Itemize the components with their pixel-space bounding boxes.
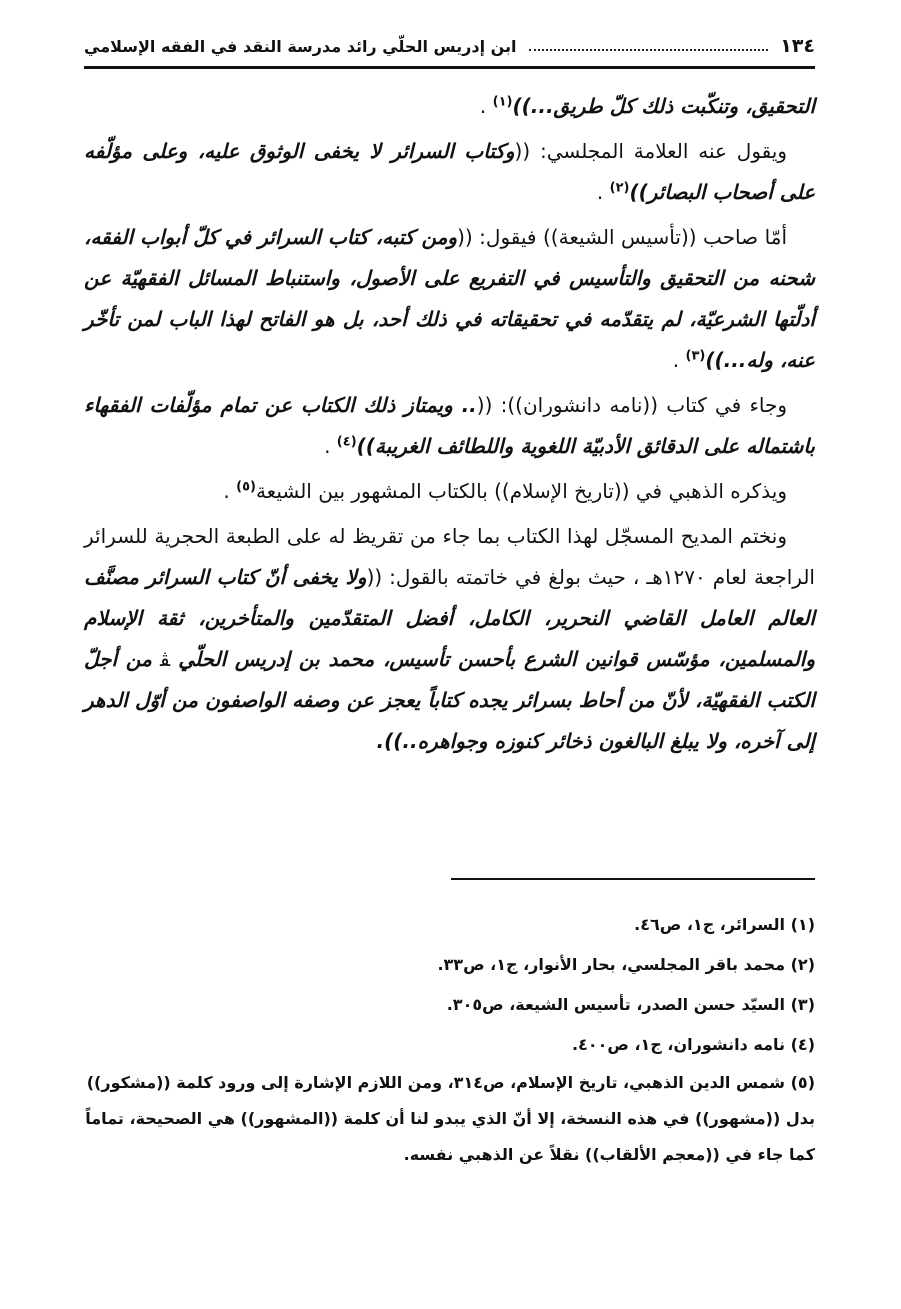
paragraph-1 [84, 86, 815, 127]
period: . [479, 94, 487, 118]
quote: ولا يخفى أنّ كتاب السرائر مصنَّف العالم العامل القاضي النحرير، الكامل، أفضل المتقدّمين والمتأخرين، ثقة الإسلام والمسلمين، مؤسّس قوانين الشرع بأحسن تأسيس، محمد بن إدريس الحلّي [84, 565, 816, 671]
footnote-separator [451, 878, 815, 880]
quote: .. ويمتاز ذلك الكتاب عن تمام مؤلّفات الفقهاء باشتماله على الدقائق الأدبيّة اللغوية واللطائف الغريبة)) [84, 393, 815, 458]
quote-continued: من أجلّ الكتب الفقهيّة، لأنّ من أحاط بسرائر يجده كتاباً يعجز عن وصفه الواصفون من أوّل الدهر إلى آخره، ولا يبلغ البالغون ذخائر كنوزه وجواهره..)). [84, 647, 815, 753]
quote: ومن كتبه، كتاب السرائر في كلّ أبواب الفقه، شحنه من التحقيق والتأسيس في التفريع على الأصول، واستنباط المسائل الفقهيّة عن أدلّتها الشرعيّة، لم يتقدّمه في تحقيقاته في ذلك أحد، بل هو الفاتح لهذا الباب لمن تأخّر عنه، وله...)) [84, 225, 815, 372]
honorific-glyph: ﭭ [159, 647, 171, 671]
footnote-4: (٤) نامه دانشوران، ج١، ص٤٠٠. [571, 1035, 815, 1054]
footnote-5: (٥) شمس الدين الذهبي، تاريخ الإسلام، ص٣١٤، ومن اللازم الإشارة إلى ورود كلمة ((مشكور)) بدل ((مشهور)) في هذه النسخة، إلا أنّ الذي يبدو لنا أن كلمة ((المشهور)) هي الصحيحة، تماماً كما جاء في ((معجم الألقاب)) نقلاً عن الذهبي نفسه. [85, 1073, 815, 1164]
footnote-ref-3: (٣) [685, 348, 706, 364]
intro-text: وجاء في كتاب ((نامه دانشوران)): (( [476, 393, 787, 417]
footnote-2: (٢) محمد باقر المجلسي، بحار الأنوار، ج١، ص٣٣. [437, 955, 815, 974]
footnote-ref-2: (٢) [609, 180, 630, 196]
running-header [84, 28, 815, 64]
quote: التحقيق، وتنكّبت ذلك كلّ طريق...)) [512, 94, 815, 118]
intro-text: أمّا صاحب ((تأسيس الشيعة)) فيقول: (( [457, 225, 787, 249]
header-dot-leader [529, 41, 769, 51]
period: . [596, 180, 604, 204]
footnotes [84, 905, 815, 1173]
period: . [672, 348, 680, 372]
intro-text: ويقول عنه العلامة المجلسي: (( [514, 139, 787, 163]
paragraph-5 [84, 471, 815, 512]
period: . [223, 479, 230, 503]
paragraph-2 [84, 131, 815, 213]
running-title: ابن إدريس الحلّي رائد مدرسة النقد في الفقه الإسلامي [84, 36, 517, 56]
footnote-1: (١) السرائر، ج١، ص٤٦. [634, 915, 815, 934]
page-number: ١٣٤ [780, 35, 815, 57]
quote: وكتاب السرائر لا يخفى الوثوق عليه، وعلى مؤلّفه على أصحاب البصائر)) [84, 139, 815, 204]
intro-text: ونختم المديح المسجّل لهذا الكتاب بما جاء من تقريظ له على الطبعة الحجرية للسرائر الراجعة لعام ١٢٧٠هـ ، حيث بولغ في خاتمته بالقول: (( [84, 524, 815, 589]
period: . [324, 434, 331, 458]
footnote-ref-4: (٤) [336, 434, 357, 450]
footnote-ref-1: (١) [492, 94, 513, 110]
paragraph-4 [84, 385, 815, 467]
footnote-ref-5: (٥) [236, 479, 256, 495]
header-rule [84, 66, 815, 69]
paragraph-3 [84, 217, 815, 381]
paragraph-6 [84, 516, 815, 762]
main-text [84, 86, 815, 762]
body-text: ويذكره الذهبي في ((تاريخ الإسلام)) بالكتاب المشهور بين الشيعة [255, 479, 787, 503]
footnote-3: (٣) السيّد حسن الصدر، تأسيس الشيعة، ص٣٠٥. [446, 995, 815, 1014]
